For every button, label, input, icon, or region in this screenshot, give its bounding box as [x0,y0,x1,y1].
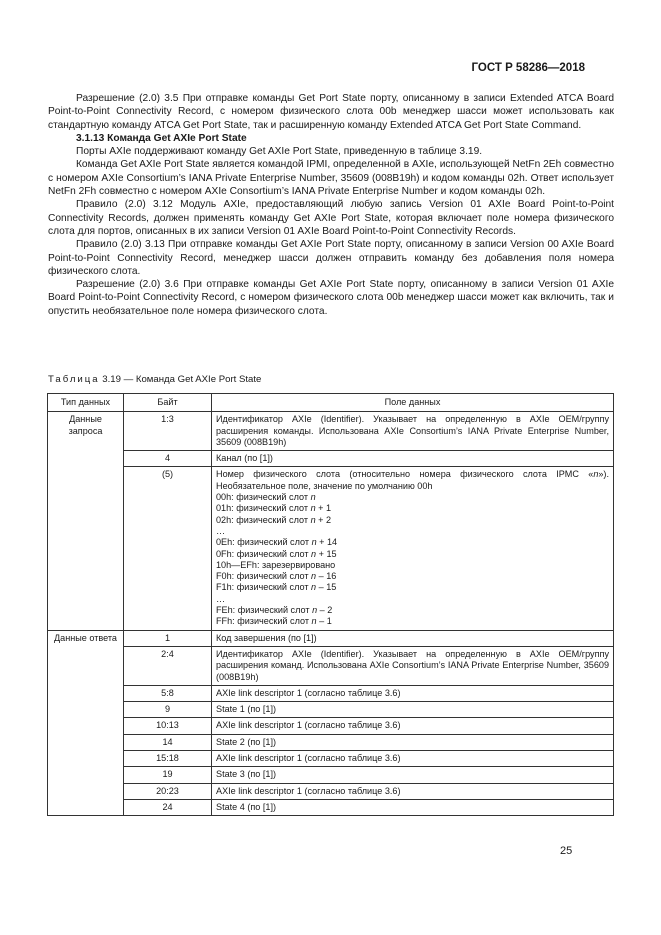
table-row [48,751,614,767]
table-caption-title: 3.19 — Команда Get AXIe Port State [99,374,262,385]
table-row [48,718,614,734]
data-field-cell [212,734,614,750]
data-field-cell [212,767,614,783]
table-row [48,734,614,750]
data-field-cell [212,467,614,630]
data-field-cell [212,646,614,685]
table-row [48,685,614,701]
data-field-line: State 2 (по [1]) [216,736,277,747]
byte-cell: 20:23 [124,783,212,799]
table-row [48,799,614,815]
table-row [48,451,614,467]
paragraph: Порты AXIe поддерживают команду Get AXIe Port State, приведенную в таблице 3.19. [76,146,483,158]
data-field-line: FEh: физический слот n – 2 [216,605,333,616]
byte-cell: 1 [124,630,212,646]
command-table [47,393,614,816]
data-field-line: F0h: физический слот n – 16 [216,571,337,582]
header-data-field: Поле данных [212,394,614,412]
data-field-line: AXIe link descriptor 1 (согласно таблице 3.6) [216,753,401,764]
table-row [48,767,614,783]
byte-cell: (5) [124,467,212,630]
paragraph: Разрешение (2.0) 3.6 При отправке команды Get AXIe Port State порту, описанному в записи Version 01 AXIe Board Point-to-Point Connectivity Record, с номером физического слота 00b менеджер шасси может как включить, так и опустить необязательное поле номера физического слота. [48,279,614,317]
data-field-line: Идентификатор AXIe (Identifier). Указывает на определенную в AXIe OEM/группу расширения команды. Использована AXIe Consortium’s IANA Private Enterprise Number, 35609 (008B19h) [216,414,609,447]
byte-cell: 15:18 [124,751,212,767]
data-field-cell [212,783,614,799]
page-number: 25 [560,845,573,857]
data-field-line: 01h: физический слот n + 1 [216,503,332,514]
data-field-line: 02h: физический слот n + 2 [216,514,332,525]
byte-cell: 24 [124,799,212,815]
data-field-cell [212,630,614,646]
data-field-line: 0Eh: физический слот n + 14 [216,537,338,548]
data-field-line: Канал (по [1]) [216,453,273,464]
data-field-cell [212,412,614,451]
byte-cell: 19 [124,767,212,783]
table-caption [48,374,261,385]
data-field-line: … [216,525,226,536]
header-data-type: Тип данных [48,394,124,412]
byte-cell: 14 [124,734,212,750]
request-data-label: Данные запроса [48,412,124,630]
byte-cell: 10:13 [124,718,212,734]
table-row [48,646,614,685]
data-field-line: FFh: физический слот n – 1 [216,616,332,627]
data-field-line: State 3 (по [1]) [216,769,277,780]
data-field-line: 10h—EFh: зарезервировано [216,559,336,570]
data-field-line: 00h: физический слот n [216,492,316,503]
data-field-cell [212,451,614,467]
response-data-label: Данные ответа [48,630,124,816]
paragraph: Команда Get AXIe Port State является командой IPMI, определенной в AXIe, использующей NetFn 2Eh совместно с номером AXIe Consortium’s IANA Private Enterprise Number, 35609 (008B19h) и кодом команды 02h. Ответ использует NetFn 2Fh совместно с номером AXIe Consortium’s IANA Private Enterprise Number и кодом команды 02h. [48,159,614,198]
data-field-line: State 4 (по [1]) [216,801,277,812]
paragraph: Разрешение (2.0) 3.5 При отправке команды Get Port State порту, описанному в записи Extended ATCA Board Point-to-Point Connectivity Record, с номером физического слота 00b менеджер шасси может использовать как стандартную команду ATCA Get Port State, так и расширенную команду Extended ATCA Get Port State Command. [48,93,614,131]
byte-cell: 9 [124,702,212,718]
data-field-line: 0Fh: физический слот n + 15 [216,548,337,559]
table-row [48,630,614,646]
data-field-cell [212,751,614,767]
data-field-line: F1h: физический слот n – 15 [216,582,337,593]
table-row [48,467,614,630]
data-field-line: AXIe link descriptor 1 (согласно таблице 3.6) [216,720,401,731]
data-field-cell [212,799,614,815]
data-field-line: AXIe link descriptor 1 (согласно таблице 3.6) [216,687,401,698]
section-heading: 3.1.13 Команда Get AXIe Port State [76,132,247,144]
data-field-line: Номер физического слота (относительно номера физического слота IPMC «n»). Необязательное поле, значение по умолчанию 00h [216,469,609,491]
paragraph: Правило (2.0) 3.13 При отправке команды Get AXIe Port State порту, описанному в записи Version 00 AXIe Board Point-to-Point Connectivity Record, менеджер шасси должен отправить команду без добавления поля номера физического слота. [48,239,614,277]
data-field-line: … [216,593,226,604]
data-field-cell [212,702,614,718]
byte-cell: 4 [124,451,212,467]
paragraph: Правило (2.0) 3.12 Модуль AXIe, предоставляющий любую запись Version 01 AXIe Board Point-to-Point Connectivity Records, должен применять команду Get AXIe Port State, которая включает поле номера физического слота для портов, описанных в их записи Version 01 AXIe Board Point-to-Point Connectivity Records. [48,199,614,237]
data-field-line: Идентификатор AXIe (Identifier). Указывает на определенную в AXIe OEM/группу расширения команд. Использована AXIe Consortium’s IANA Private Enterprise Number, 35609 (008B19h) [216,648,609,682]
byte-cell: 2:4 [124,646,212,685]
data-field-cell [212,685,614,701]
table-header-row [48,394,614,412]
data-field-line: Код завершения (по [1]) [216,632,317,643]
table-row [48,412,614,451]
data-field-cell [212,718,614,734]
byte-cell: 5:8 [124,685,212,701]
data-field-line: AXIe link descriptor 1 (согласно таблице 3.6) [216,785,401,796]
table-row [48,783,614,799]
body-text [48,92,614,318]
byte-cell: 1:3 [124,412,212,451]
table-caption-label: Таблица [48,374,100,385]
header-byte: Байт [124,394,212,412]
document-header: ГОСТ Р 58286—2018 [471,62,585,74]
table-row [48,702,614,718]
data-field-line: State 1 (по [1]) [216,704,277,715]
